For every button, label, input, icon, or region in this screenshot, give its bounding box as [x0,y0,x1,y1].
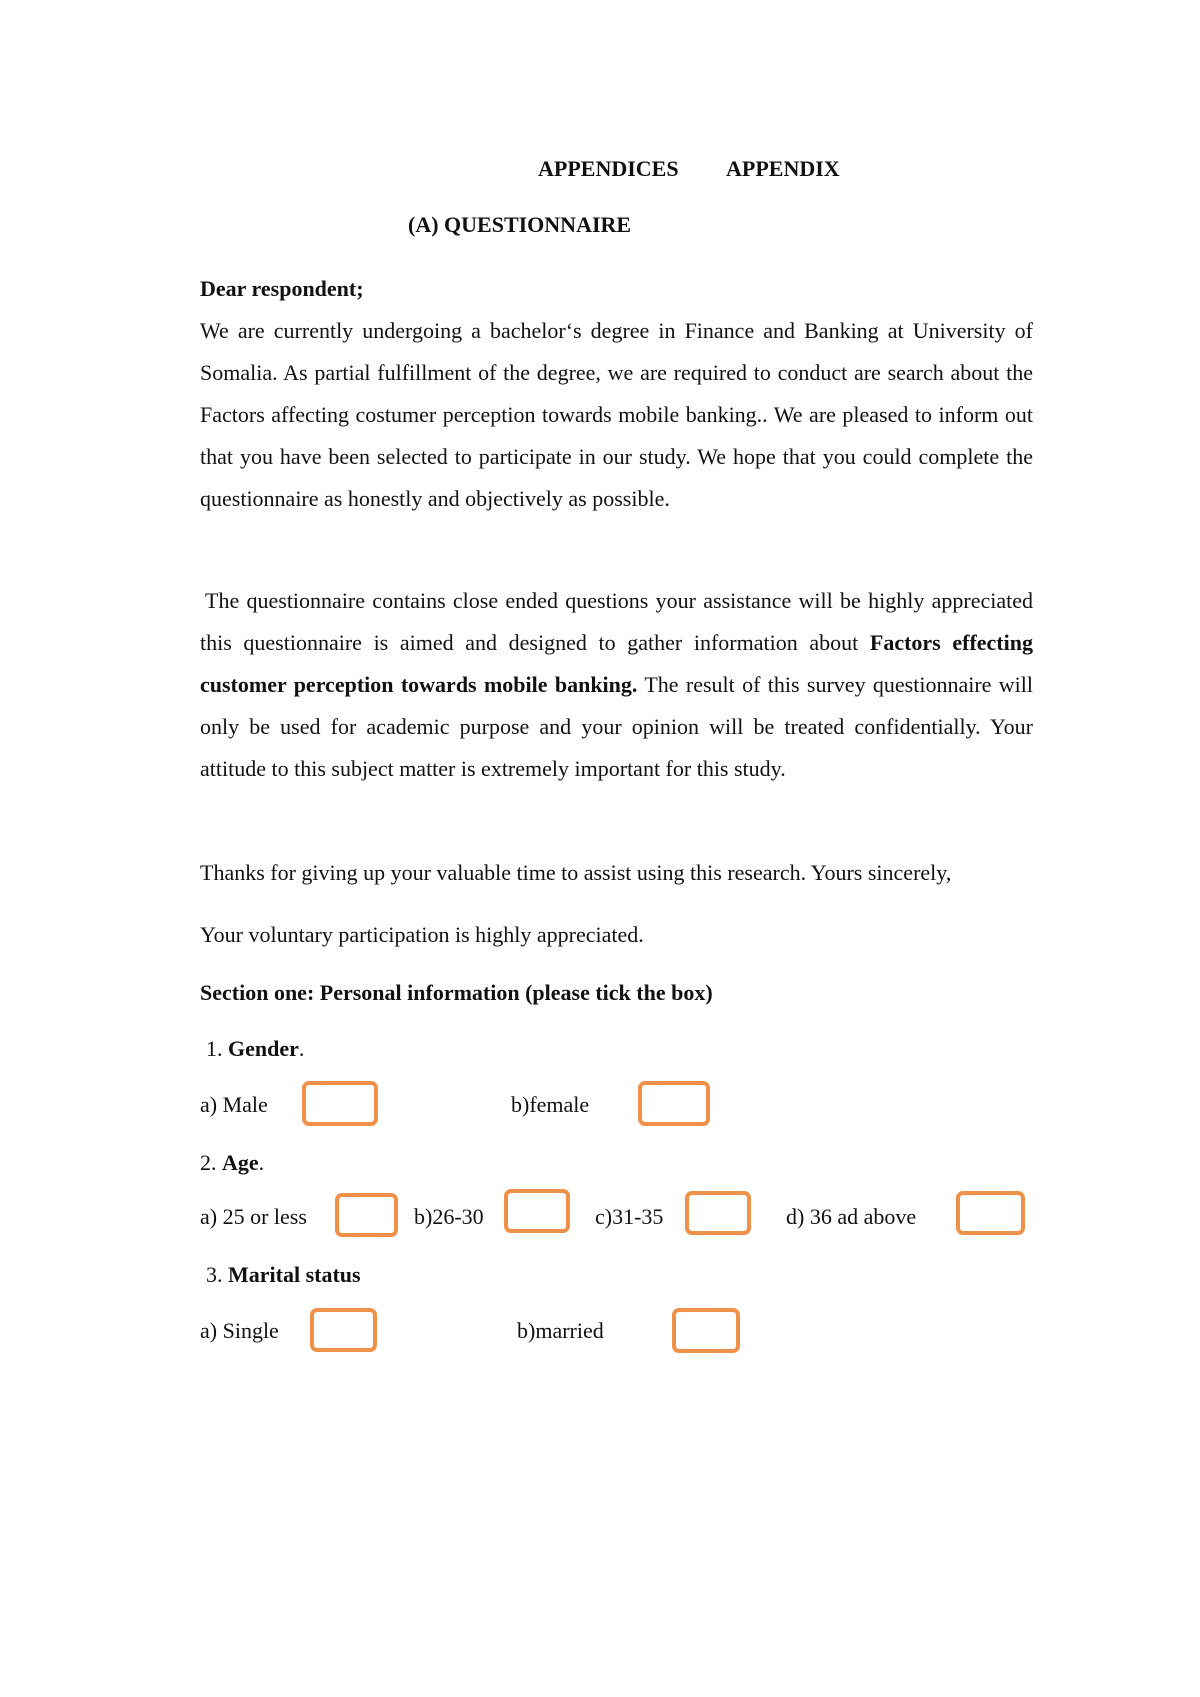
appendix-title: APPENDIX [726,156,840,181]
option-age-31-35-label: c)31-35 [595,1204,664,1229]
option-age-26-30-label: b)26-30 [414,1204,484,1229]
question-age-suffix: . [258,1150,265,1175]
question-gender-number: 1. [206,1036,223,1061]
question-marital-status [206,1262,361,1288]
option-age-25-less-checkbox[interactable] [335,1193,398,1237]
option-married-label: b)married [517,1318,604,1343]
section-one-title: Section one: Personal information (please tick the box) [200,980,713,1005]
question-age [200,1150,264,1176]
question-marital-label: Marital status [228,1262,361,1287]
option-age-25-less-label: a) 25 or less [200,1204,307,1229]
question-gender-suffix: . [298,1036,305,1061]
salutation: Dear respondent; [200,276,364,301]
option-female-label: b)female [511,1092,590,1117]
option-married-checkbox[interactable] [672,1308,740,1353]
purpose-paragraph-bold: Factors effecting customer perception towards mobile banking. [200,630,1033,697]
thanks-line: Thanks for giving up your valuable time to assist using this research. Yours sincerely, [200,860,952,885]
option-single-label: a) Single [200,1318,279,1343]
appendices-title: APPENDICES [538,156,679,181]
intro-paragraph: We are currently undergoing a bachelor‘s degree in Finance and Banking at University of Somalia. As partial fulfillment of the degree, we are required to conduct are search about the Factors affecting costumer perception towards mobile banking.. We are pleased to inform out that you have been selected to participate in our study. We hope that you could complete the questionnaire as honestly and objectively as possible. [200,318,1033,511]
question-gender [206,1036,304,1062]
option-single-checkbox[interactable] [310,1308,377,1352]
purpose-paragraph-start: The questionnaire contains close ended questions your assistance will be highly appreciated this questionnaire is aimed and designed to gather information about [200,588,1033,655]
question-marital-number: 3. [206,1262,223,1287]
option-age-31-35-checkbox[interactable] [685,1191,751,1235]
question-gender-label: Gender [228,1036,299,1061]
option-age-36-above-label: d) 36 ad above [786,1204,917,1229]
option-male-checkbox[interactable] [302,1081,378,1126]
closing-line: Your voluntary participation is highly appreciated. [200,922,644,947]
option-age-36-above-checkbox[interactable] [956,1191,1025,1235]
purpose-paragraph [200,580,1033,790]
option-male-label: a) Male [200,1092,268,1117]
option-female-checkbox[interactable] [638,1081,710,1126]
question-age-label: Age [222,1150,259,1175]
questionnaire-subtitle: (A) QUESTIONNAIRE [408,212,632,237]
purpose-paragraph-end: The result of this survey questionnaire will only be used for academic purpose and your opinion will be treated confidentially. Your attitude to this subject matter is extremely important for this study. [200,672,1033,781]
option-age-26-30-checkbox[interactable] [504,1189,570,1233]
question-age-number: 2. [200,1150,217,1175]
